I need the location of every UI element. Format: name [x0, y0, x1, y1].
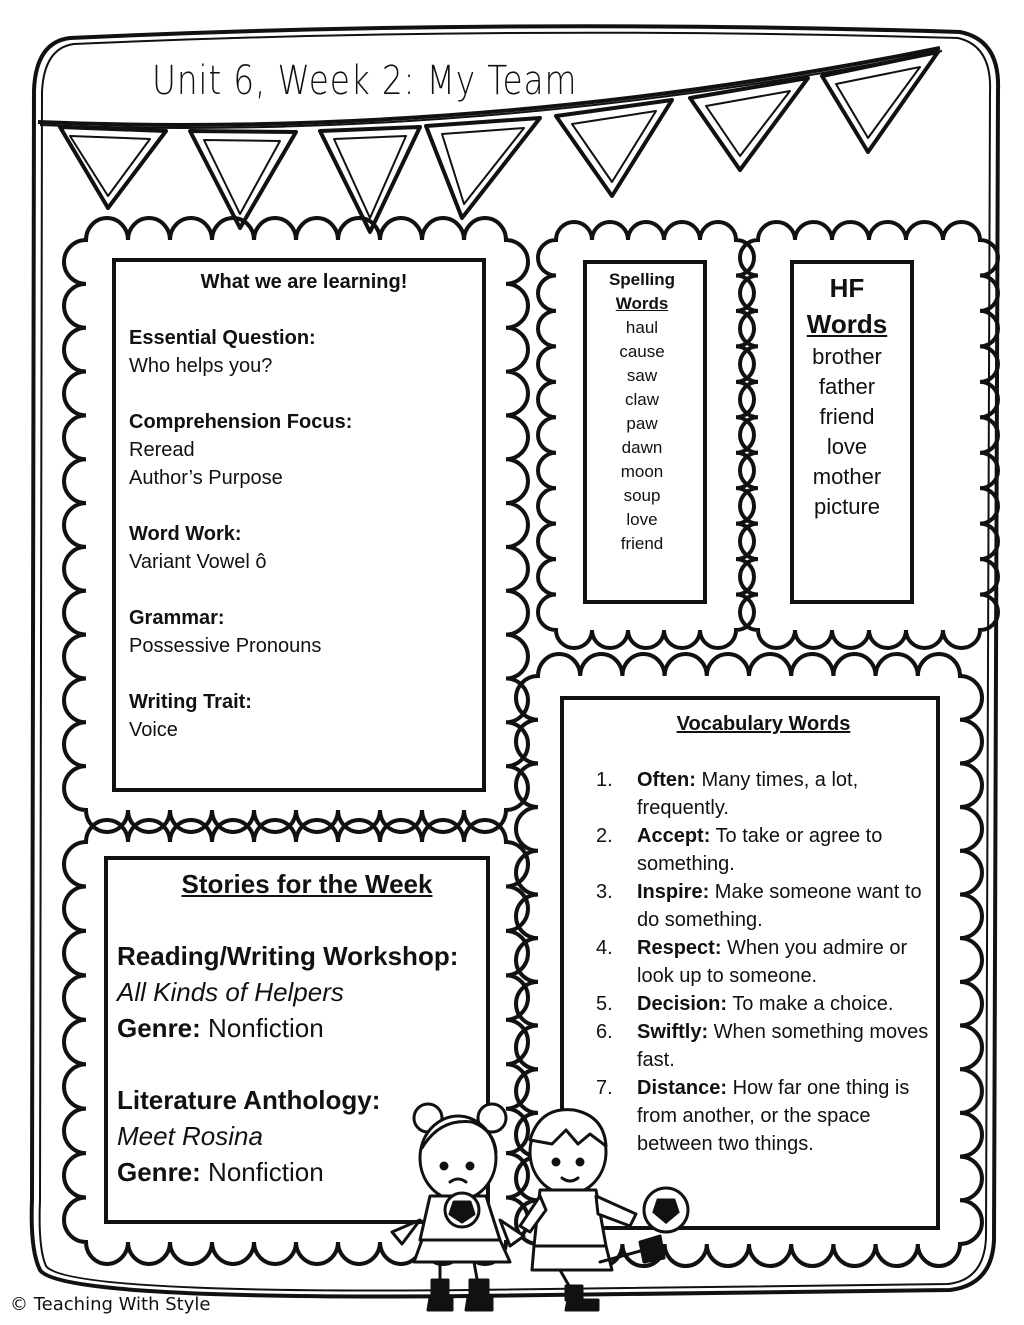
vocabulary-definition: To make a choice. — [727, 993, 894, 1015]
learning-section-label: Word Work: — [129, 523, 242, 545]
vocabulary-term: Accept: — [637, 825, 711, 847]
hf-word: mother — [812, 464, 882, 489]
spelling-word: claw — [624, 390, 659, 409]
vocabulary-definition: How far one thing is from another, or the space between two things. — [637, 1077, 910, 1155]
vocabulary-number: 5. — [596, 993, 613, 1015]
spelling-word: love — [626, 510, 658, 529]
story-title: All Kinds of Helpers — [117, 977, 344, 1007]
vocabulary-number: 7. — [596, 1077, 613, 1099]
story-source-label: Reading/Writing Workshop: — [117, 941, 459, 971]
learning-section-label: Writing Trait: — [129, 691, 252, 713]
hf-word: picture — [813, 494, 881, 519]
learning-section-line: Author’s Purpose — [129, 467, 283, 489]
vocabulary-number: 6. — [596, 1021, 613, 1043]
vocabulary-term: Decision: — [637, 993, 728, 1015]
vocabulary-number: 3. — [596, 881, 613, 903]
vocabulary-number: 2. — [596, 825, 613, 847]
vocabulary-definition: To take or agree to something. — [637, 825, 883, 875]
spelling-header-line2: Words — [615, 294, 669, 313]
hf-word: father — [818, 374, 876, 399]
vocabulary-definition: Make someone want to do something. — [637, 881, 922, 931]
vocabulary-term: Often: — [637, 769, 696, 791]
soccer-girl-illustration — [392, 1104, 524, 1310]
learning-section-line: Voice — [129, 719, 178, 741]
learning-section-label: Comprehension Focus: — [129, 411, 353, 433]
soccer-ball-icon — [644, 1188, 688, 1232]
copyright-footer: © Teaching With Style — [10, 1294, 211, 1315]
spelling-word: haul — [625, 318, 659, 337]
learning-section-line: Reread — [129, 439, 195, 461]
story-genre-value: Nonfiction — [200, 1157, 324, 1187]
soccer-boy-illustration — [520, 1110, 664, 1310]
learning-section-label: Grammar: — [129, 607, 225, 629]
story-genre-value: Nonfiction — [200, 1013, 324, 1043]
hf-word: love — [826, 434, 868, 459]
vocabulary-number: 1. — [596, 769, 613, 791]
vocabulary-term: Inspire: — [637, 881, 710, 903]
vocabulary-definition: When you admire or look up to someone. — [637, 937, 908, 987]
vocabulary-header: Vocabulary Words — [676, 713, 851, 735]
spelling-word: saw — [626, 366, 658, 385]
story-source-label: Literature Anthology: — [117, 1085, 381, 1115]
learning-section-line: Possessive Pronouns — [129, 635, 322, 657]
stories-header: Stories for the Week — [181, 869, 433, 899]
learning-section-label: Essential Question: — [129, 327, 316, 349]
vocabulary-number: 4. — [596, 937, 613, 959]
learning-header: What we are learning! — [200, 271, 408, 293]
spelling-word: friend — [620, 534, 664, 553]
story-genre-label: Genre: — [117, 1157, 201, 1187]
spelling-header-line1: Spelling — [608, 270, 676, 289]
spelling-word: soup — [623, 486, 661, 505]
story-genre-label: Genre: — [117, 1013, 201, 1043]
vocabulary-term: Distance: — [637, 1077, 728, 1099]
spelling-word: moon — [620, 462, 664, 481]
spelling-word: paw — [626, 414, 658, 433]
vocabulary-term: Respect: — [637, 937, 722, 959]
vocabulary-definition: Many times, a lot, frequently. — [637, 769, 859, 819]
vocabulary-definition: When something moves fast. — [637, 1021, 929, 1071]
spelling-word: dawn — [621, 438, 663, 457]
hf-header-line1: HF — [829, 273, 865, 303]
vocabulary-term: Swiftly: — [637, 1021, 709, 1043]
page-title: Unit 6, Week 2: My Team — [152, 58, 578, 104]
hf-header-line2: Words — [806, 309, 888, 339]
learning-section-line: Variant Vowel ô — [129, 551, 267, 573]
story-title: Meet Rosina — [117, 1121, 263, 1151]
spelling-word: cause — [619, 342, 665, 361]
hf-word: friend — [819, 404, 875, 429]
learning-section-line: Who helps you? — [129, 355, 273, 377]
hf-word: brother — [812, 344, 882, 369]
